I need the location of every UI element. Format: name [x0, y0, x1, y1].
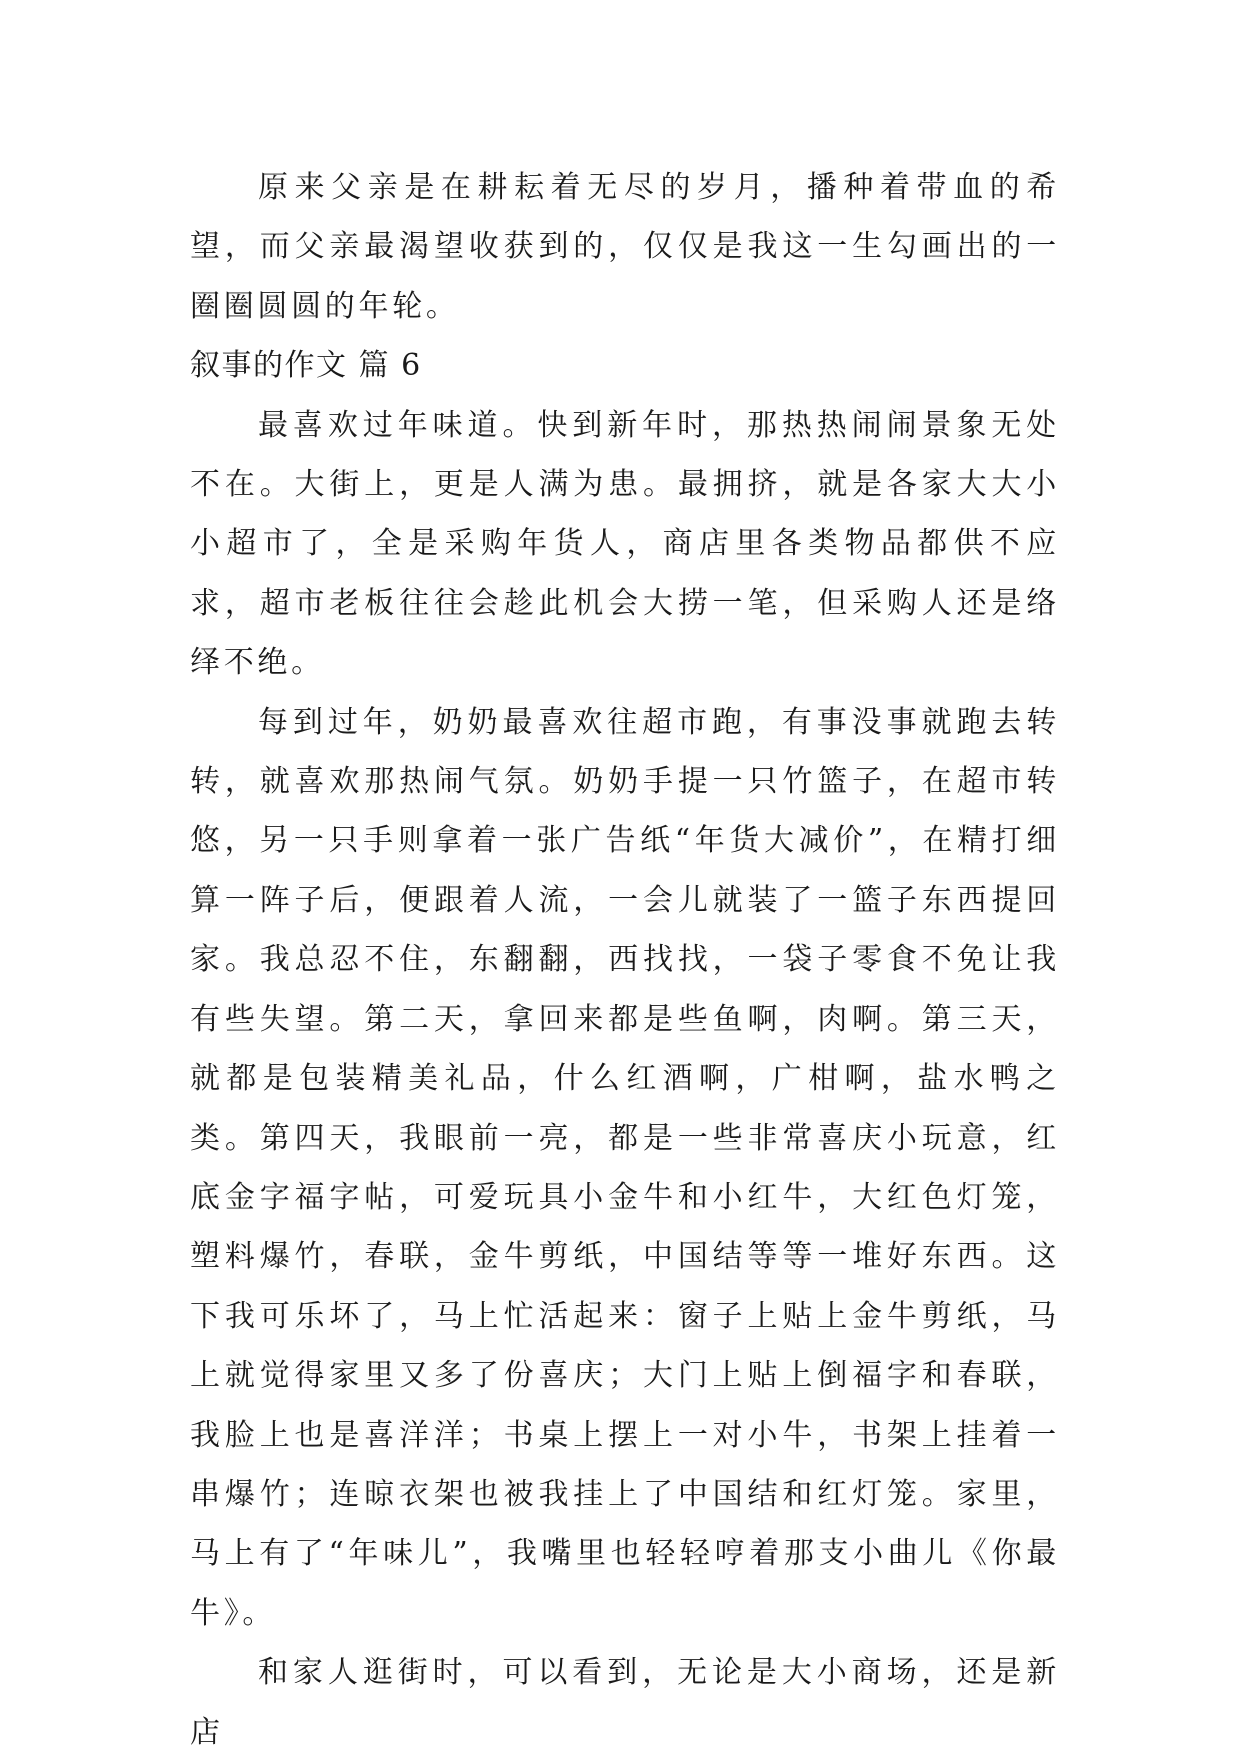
paragraph-grandma-shopping: 每到过年，奶奶最喜欢往超市跑，有事没事就跑去转转，就喜欢那热闹气氛。奶奶手提一只竹篮子，在超市转悠，另一只手则拿着一张广告纸“年货大减价”，在精打细算一阵子后，便跟着人流，一会儿就装了一篮子东西提回家。我总忍不住，东翻翻，西找找，一袋子零食不免让我有些失望。第二天，拿回来都是些鱼啊，肉啊。第三天，就都是包装精美礼品，什么红酒啊，广柑啊，盐水鸭之类。第四天，我眼前一亮，都是一些非常喜庆小玩意，红底金字福字帖，可爱玩具小金牛和小红牛，大红色灯笼，塑料爆竹，春联，金牛剪纸，中国结等等一堆好东西。这下我可乐坏了，马上忙活起来：窗子上贴上金牛剪纸，马上就觉得家里又多了份喜庆；大门上贴上倒福字和春联，我脸上也是喜洋洋；书桌上摆上一对小牛，书架上挂着一串爆竹；连晾衣架也被我挂上了中国结和红灯笼。家里，马上有了“年味儿”，我嘴里也轻轻哼着那支小曲儿《你最牛》。	[190, 704, 1060, 1631]
document-body	[190, 158, 1060, 1762]
paragraph-father-years: 原来父亲是在耕耘着无尽的岁月，播种着带血的希望，而父亲最渴望收获到的，仅仅是我这一生勾画出的一圈圈圆圆的年轮。	[190, 170, 1060, 324]
section-heading: 叙事的作文 篇 6	[190, 348, 422, 384]
paragraph-new-year-taste: 最喜欢过年味道。快到新年时，那热热闹闹景象无处不在。大街上，更是人满为患。最拥挤，就是各家大大小小超市了，全是采购年货人，商店里各类物品都供不应求，超市老板往往会趁此机会大捞一笔，但采购人还是络绎不绝。	[190, 407, 1060, 681]
paragraph-street-walk: 和家人逛街时，可以看到，无论是大小商场，还是新店	[190, 1655, 1060, 1750]
